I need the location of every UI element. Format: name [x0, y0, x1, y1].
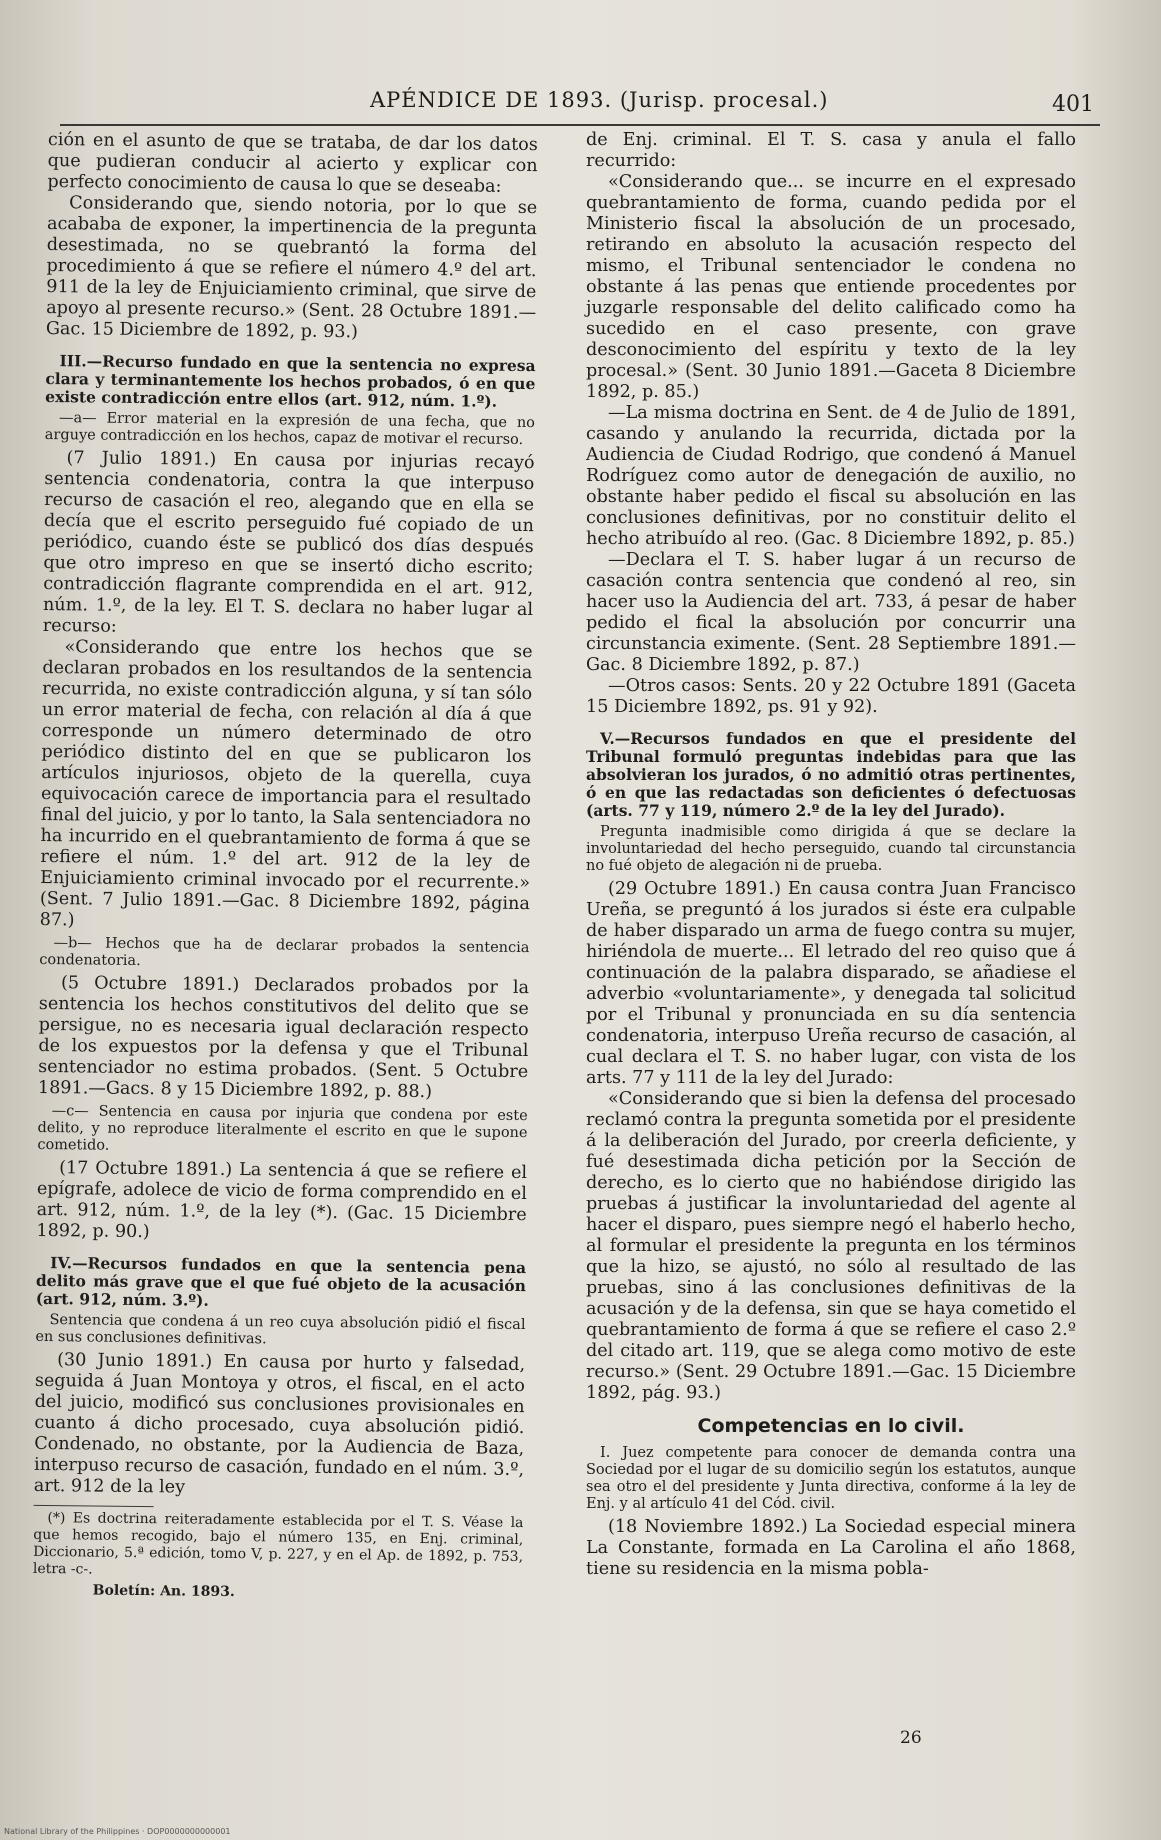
- header-rule: [60, 124, 1100, 126]
- paragraph: Considerando que, siendo notoria, por lo que se acababa de exponer, la impertinencia de la pregunta desestimada, no se quebrantó la forma del procedimiento á que se refiere el número 4.º del art. 911 de la ley de Enjuiciamiento criminal, que sirve de apoyo al presente recurso.» (Sent. 28 Octubre 1891.—Gac. 15 Diciembre de 1892, p. 93.): [45, 193, 538, 343]
- paragraph: (30 Junio 1891.) En causa por hurto y falsedad, seguida á Juan Montoya y otros, el fiscal, en el acto del juicio, modificó sus conclusiones provisionales en cuanto á dicho procesado, cuya absolución pidió. Condenado, no obstante, por la Audiencia de Baza, interpuso recurso de casación, fundado en el núm. 3.º, art. 912 de la ley: [33, 1350, 526, 1498]
- running-title: APÉNDICE DE 1893. (Jurisp. procesal.): [370, 88, 829, 112]
- paragraph: (5 Octubre 1891.) Declarados probados por la sentencia los hechos constitutivos del delito que se persigue, no es necesaria igual declaración respecto de los expuestos por la defensa y que el Tribunal sentenciador no estima probados. (Sent. 5 Octubre 1891.—Gacs. 8 y 15 Diciembre 1892, p. 88.): [37, 973, 530, 1103]
- signature-mark: Boletín: An. 1893.: [92, 1582, 235, 1601]
- footnote-rule: [34, 1505, 154, 1507]
- section-heading-v: V.—Recursos fundados en que el presidente del Tribunal formuló preguntas indebidas para que las absolvieran los jurados, ó no admitió otras pertinentes, ó en que las redactadas son deficientes ó defectuosas (arts. 77 y 119, número 2.º de la ley del Jurado).: [586, 729, 1076, 820]
- page-header: [60, 84, 1100, 124]
- subnote-civil: I. Juez competente para conocer de demanda contra una Sociedad por el lugar de su domicilio según los estatutos, aunque sea otro el del presidente y Junta directiva, conforme á la ley de Enj. y al artículo 41 del Cód. civil.: [586, 1445, 1076, 1512]
- paragraph: «Considerando que si bien la defensa del procesado reclamó contra la pregunta sometida por el presidente á la deliberación del Jurado, por creerla deficiente, y fué desestimada dicha petición por la Sección de derecho, es lo cierto que no habiéndose dirigido las pruebas á justificar la involuntariedad del agente al hacer el disparo, pues siempre negó el haberlo hecho, al formular el presidente la pregunta en los términos que la hizo, se ajustó, no sólo al resultado de las pruebas, sino á las conclusiones definitivas de la acusación y de la defensa, sin que se haya cometido el quebrantamiento de forma á que se refiere el caso 2.º del citado art. 119, que se alega como motivo de este recurso.» (Sent. 29 Octubre 1891.—Gac. 15 Diciembre 1892, pág. 93.): [586, 1089, 1076, 1403]
- paragraph: «Considerando que... se incurre en el expresado quebrantamiento de forma, cuando pedida por el Ministerio fiscal la absolución de un procesado, retirando en absoluto la acusación respecto del mismo, el Tribunal sentenciador le condena no obstante á las penas que entiende procedentes por juzgarle responsable del delito calificado como ha sucedido en el caso presente, con grave desconocimiento del espíritu y texto de la ley procesal.» (Sent. 30 Junio 1891.—Gaceta 8 Diciembre 1892, p. 85.): [586, 172, 1076, 402]
- paragraph: —Otros casos: Sents. 20 y 22 Octubre 1891 (Gaceta 15 Diciembre 1892, ps. 91 y 92).: [586, 676, 1076, 717]
- left-column: [33, 130, 538, 1606]
- subnote-v: Pregunta inadmisible como dirigida á que se declare la involuntariedad del hecho perseguido, cuando tal circunstancia no fué objeto de alegación ni de prueba.: [586, 824, 1076, 874]
- section-title-civil: Competencias en lo civil.: [697, 1415, 965, 1437]
- paragraph: ción en el asunto de que se trataba, de dar los datos que pudieran conducir al acierto y explicar con perfecto conocimiento de causa lo que se deseaba:: [47, 130, 538, 197]
- page-number: 401: [1052, 92, 1094, 117]
- paragraph: (7 Julio 1891.) En causa por injurias recayó sentencia condenatoria, contra la que interpuso recurso de casación el reo, alegando que en ella se decía que el escrito perseguido fué copiado de un periódico, cuando éste se publicó dos días después que otro impreso en que se insertó dicho escrito; contradicción flagrante comprendida en el art. 912, núm. 1.º, de la ley. El T. S. declara no haber lugar al recurso:: [42, 448, 535, 637]
- section-heading-iv: IV.—Recursos fundados en que la sentencia pena delito más grave que el que fué objeto de la acusación (art. 912, núm. 3.º).: [35, 1253, 527, 1310]
- section-heading-iii: III.—Recurso fundado en que la sentencia no expresa clara y terminantemente los hechos probados, ó en que existe contradicción entre ellos (art. 912, núm. 1.º).: [45, 351, 536, 411]
- paragraph: de Enj. criminal. El T. S. casa y anula el fallo recurrido:: [586, 130, 1076, 171]
- subnote-b: —b— Hechos que ha de declarar probados la sentencia condenatoria.: [39, 935, 530, 970]
- subnote-c: —c— Sentencia en causa por injuria que condena por este delito, y no reproduce literalmente el escrito en que le supone cometido.: [37, 1103, 528, 1154]
- right-column: [586, 130, 1076, 1580]
- subnote-iv: Sentencia que condena á un reo cuya absolución pidió el fiscal en sus conclusiones definitivas.: [35, 1312, 526, 1348]
- scan-credit: National Library of the Philippines · DOP0000000000001: [4, 1827, 231, 1836]
- subnote-a: —a— Error material en la expresión de una fecha, que no arguye contradicción en los hechos, capaz de motivar el recurso.: [44, 410, 536, 448]
- paragraph: (29 Octubre 1891.) En causa contra Juan Francisco Ureña, se preguntó á los jurados si éste era culpable de haber disparado un arma de fuego contra su mujer, hiriéndola de muerte... El letrado del reo quiso que á continuación de la palabra disparado, se añadiese el adverbio «voluntariamente», y denegada tal solicitud por el Tribunal y pronunciada en su día sentencia condenatoria, interpuso Ureña recurso de casación, al cual declara el T. S. no haber lugar, con vista de los arts. 77 y 111 de la ley del Jurado:: [586, 879, 1076, 1088]
- paragraph: (18 Noviembre 1892.) La Sociedad especial minera La Constante, formada en La Carolina el año 1868, tiene su residencia en la misma pobla-: [586, 1517, 1076, 1579]
- paragraph: —Declara el T. S. haber lugar á un recurso de casación contra sentencia que condenó al reo, sin hacer uso la Audiencia del art. 733, á pesar de haber pedido el fical la absolución por concurrir una circunstancia eximente. (Sent. 28 Septiembre 1891.—Gac. 8 Diciembre 1892, p. 87.): [586, 550, 1076, 675]
- footnote: (*) Es doctrina reiteradamente establecida por el T. S. Véase la que hemos recogido, bajo el número 135, en Enj. criminal, Diccionario, 5.ª edición, tomo V, p. 227, y en el Ap. de 1892, p. 753, letra -c-.: [32, 1510, 524, 1578]
- paragraph: —La misma doctrina en Sent. de 4 de Julio de 1891, casando y anulando la recurrida, dictada por la Audiencia de Ciudad Rodrigo, que condenó á Manuel Rodríguez como autor de denegación de auxilio, no obstante haber pedido el fiscal su absolución en las conclusiones definitivas, por no constituir delito el hecho atribuído al reo. (Gac. 8 Diciembre 1892, p. 85.): [586, 403, 1076, 549]
- paragraph: «Considerando que entre los hechos que se declaran probados en los resultandos de la sentencia recurrida, no existe contradicción alguna, y sí tan sólo un error material de fecha, con relación al día á que corresponde un número determinado de otro periódico distinto del en que se publicaron los artículos injuriosos, objeto de la querella, cuya equivocación carece de importancia para el resultado final del juicio, y por lo tanto, la Sala sentenciadora no ha incurrido en el quebrantamiento de forma á que se refiere el núm. 1.º del art. 912 de la ley de Enjuiciamiento criminal invocado por el recurrente.» (Sent. 7 Julio 1891.—Gac. 8 Diciembre 1892, página 87.): [39, 637, 533, 931]
- sheet-number: 26: [900, 1728, 922, 1748]
- paragraph: (17 Octubre 1891.) La sentencia á que se refiere el epígrafe, adolece de vicio de forma comprendido en el art. 912, núm. 1.º, de la ley (*). (Gac. 15 Diciembre 1892, p. 90.): [36, 1158, 528, 1243]
